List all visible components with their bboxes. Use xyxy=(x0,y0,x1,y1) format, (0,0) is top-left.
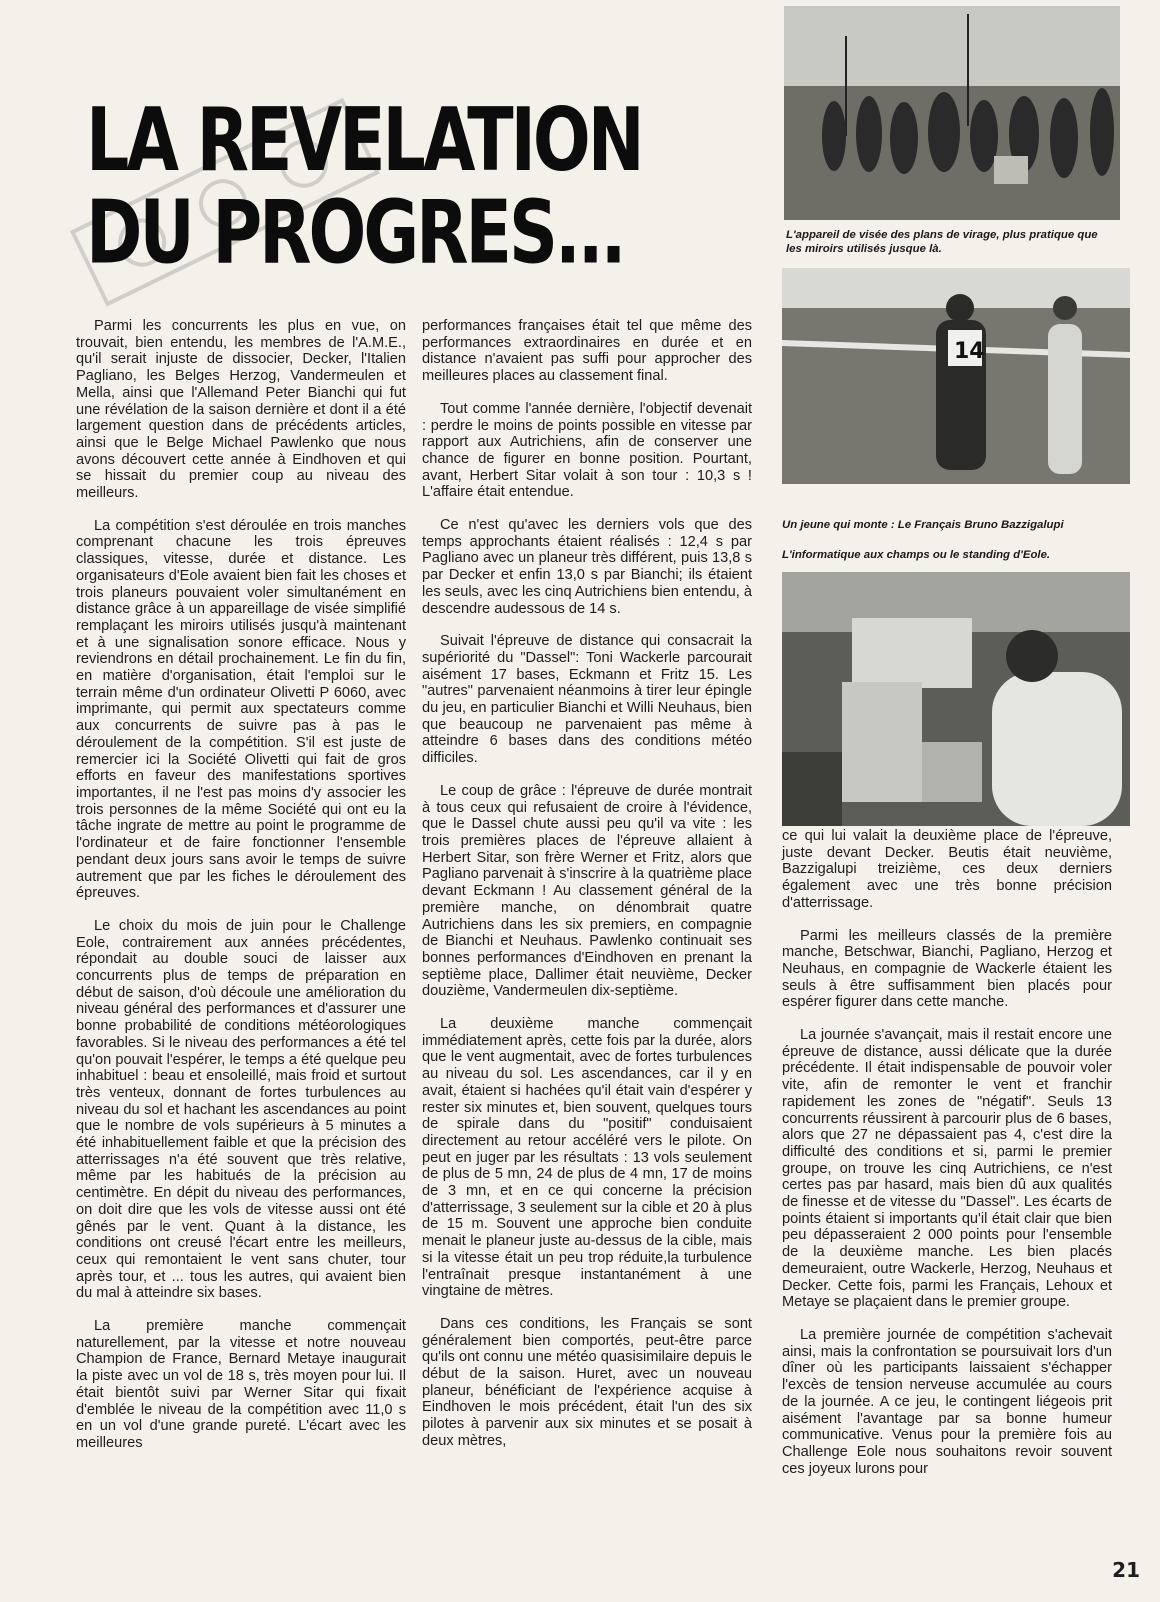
paragraph: La première journée de compétition s'achevait ainsi, mais la confrontation se poursuivait lors d'un dîner où les participants laissaient s'échapper l'excès de tension nerveuse accumulée au cours de la journée. A ce jeu, le contingent liégeois prit aisément l'avantage par sa bonne humeur communicative. Venus pour la première fois au Challenge Eole nous souhaitons revoir souvent ces joyeux lurons pour xyxy=(782,1326,1112,1477)
paragraph: Dans ces conditions, les Français se sont généralement bien comportés, peut-être parce qu'ils ont connu une météo quasisimilaire depuis le début de la saison. Huret, avec un nouveau planeur, bénéficiant de l'expérience acquise à Eindhoven le mois précédent, était l'un des six pilotes à parvenir aux six minutes et se posait à deux mètres, xyxy=(422,1315,752,1449)
paragraph: Parmi les concurrents les plus en vue, on trouvait, bien entendu, les membres de l'A.M.E., qu'il serait injuste de dissocier, Decker, l'Italien Pagliano, les Belges Herzog, Vandermeulen et Mella, ainsi que l'Allemand Peter Bianchi qui fut une révélation de la saison dernière et dont il a été largement question dans de précédents articles, ainsi que le Belge Michael Pawlenko que nous avons découvert cette année à Eindhoven et qui se hissait du premier coup au niveau des meilleurs. xyxy=(76,318,406,502)
bib-number: 14 xyxy=(954,339,985,364)
caption-photo-1: L'appareil de visée des plans de virage, plus pratique que les miroirs utilisés jusque là. xyxy=(786,229,1098,255)
paragraph: Parmi les meilleurs classés de la première manche, Betschwar, Bianchi, Pagliano, Herzog et Neuhaus, en compagnie de Wackerle étaient les seuls à être suffisamment bien placés pour espérer figurer dans cette manche. xyxy=(782,927,1112,1011)
paragraph: Le choix du mois de juin pour le Challenge Eole, contrairement aux années précédentes, répondait au double souci de laisser aux concurrents plus de temps de préparation en début de saison, d'où découle une amélioration du niveau général des performances et d'assurer une bonne probabilité de conditions météorologiques favorables. Si le niveau des performances a été tel qu'on pouvait l'espérer, le temps a été quelque peu inhabituel : beau et ensoleillé, mais froid et surtout très venteux, donnant de fortes turbulences au niveau du sol et hachant les ascendances au point que le nombre de vols supérieurs à 5 minutes a été inhabituellement faible et que la précision des atterrissages n'a été souvent que très relative, même par les habitués de la précision au centimètre. En dépit du niveau des performances, on doit dire que les vols de vitesse aussi ont été gênés par le vent. Quant à la distance, les conditions ont creusé l'écart entre les meilleurs, ceux qui remontaient le vent sans chuter, tour après tour, et ... tous les autres, qui avaient bien du mal à atteindre six bases. xyxy=(76,917,406,1302)
text-column-2 xyxy=(422,318,752,1466)
paragraph: performances françaises était tel que même des performances extraordinaires en durée et en distance n'avaient pas suffi pour approcher des meilleures places au classement final. xyxy=(422,318,752,385)
photo-sighting-device xyxy=(784,6,1120,220)
title-line-2: DU PROGRES... xyxy=(86,183,624,285)
paragraph: La première manche commençait naturellement, par la vitesse et notre nouveau Champion de France, Bernard Metaye inaugurait la piste avec un vol de 18 s, très moyen pour lui. Il était bientôt suivi par Werner Sitar qui fixait d'emblée le niveau de la compétition avec 11,0 s en un vol d'une grande pureté. L'écart avec les meilleures xyxy=(76,1318,406,1451)
article-title xyxy=(86,90,746,285)
paragraph: La journée s'avançait, mais il restait encore une épreuve de distance, aussi délicate que la durée précédente. Il était indispensable de pouvoir voler vite, afin de remonter le vent et franchir rapidement les zones de "négatif". Seuls 13 concurrents réussirent à parcourir plus de 6 bases, alors que 27 ne dépassaient pas 4, c'est dire la difficulté des conditions et si, parmi le premier groupe, on trouve les cinq Autrichiens, ce n'est certes pas par hasard, mais bien dû aux qualités de finesse et de vitesse du "Dassel". Les écarts de points étaient si importants qu'il était clair que bien peu dépasseraient 2 000 points pour l'ensemble de la deuxième manche. Les bien placés demeuraient, outre Wackerle, Herzog, Neuhaus et Decker. Cette fois, parmi les Français, Lehoux et Metaye se plaçaient dans le premier groupe. xyxy=(782,1027,1112,1311)
paragraph: Le coup de grâce : l'épreuve de durée montrait à tous ceux qui refusaient de croire à l'évidence, que le Dassel chute aussi peu qu'il va vite : les trois premières places de l'épreuve allaient à Herbert Sitar, son frère Werner et Fritz, alors que Pagliano parvenait à s'inscrire à la quatrième place devant Eckmann ! Au classement général de la première manche, on dénombrait quatre Autrichiens dans les six premiers, en compagnie de Bianchi et Neuhaus. Pawlenko continuait ses bonnes performances d'Eindhoven en prenant la septième place, Dallimer était neuvième, Decker douzième, Vandermeulen dix-septième. xyxy=(422,782,752,1000)
paragraph: La deuxième manche commençait immédiatement après, cette fois par la durée, alors que le vent augmentait, avec de fortes turbulences au niveau du sol. Les ascendances, car il y en avait, étaient si hachées qu'il était vain d'espérer y rester six minutes et, bien souvent, quelques tours de spirale dans du "positif" conduisaient directement au retour accéléré vers le pilote. On peut en juger par les résultats : 13 vols seulement de plus de 5 mn, 24 de plus de 4 mn, 17 de moins de 3 mn, et en ce qui concerne la précision d'atterrissage, 3 seulement sur la cible et 20 à plus de 15 m. Souvent une approche bien conduite menait le planeur juste au-dessus de la cible, mais si la vitesse était un peu trop réduite,la turbulence l'entraînait presque instantanément à une vingtaine de mètres. xyxy=(422,1016,752,1300)
paragraph: Tout comme l'année dernière, l'objectif devenait : perdre le moins de points possible en vitesse par rapport aux Autrichiens, afin de conserver une chance de figurer en bonne position. Pourtant, avant, Herbert Sitar volait à son tour : 10,3 s ! L'affaire était entendue. xyxy=(422,400,752,501)
paragraph: La compétition s'est déroulée en trois manches comprenant chacune les trois épreuves classiques, vitesse, durée et distance. Les organisateurs d'Eole avaient bien fait les choses et trois planeurs pouvaient voler simultanément en distance grâce à un appareillage de visée simplifié remplaçant les miroirs utilisés jusqu'à maintenant et à une signalisation sonore efficace. Nous y reviendrons en détail prochainement. Le fin du fin, en matière d'organisation, était l'emploi sur le terrain même d'un ordinateur Olivetti P 6060, avec imprimante, qui permit aux spectateurs comme aux concurrents de suivre pas à pas le déroulement de la compétition. S'il est juste de remercier ici la Société Olivetti qui fait de gros efforts en faveur des manifestations sportives importantes, il ne l'est pas moins d'y associer les trois personnes de la même Société qui ont eu la tâche ingrate de mettre au point le programme de l'ordinateur et de faire fonctionner l'ensemble pendant deux jours sans avoir le temps de suivre autrement que par les fiches le déroulement des épreuves. xyxy=(76,517,406,902)
photo-young-pilot xyxy=(782,268,1130,484)
page-number: 21 xyxy=(1112,1558,1140,1582)
text-column-1 xyxy=(76,318,406,1468)
photo-computer-field xyxy=(782,572,1130,826)
paragraph: Suivait l'épreuve de distance qui consacrait la supériorité du "Dassel": Toni Wackerle parcourait aisément 17 bases, Eckmann et Fritz 15. Les "autres" parvenaient néanmoins à tirer leur épingle du jeu, en particulier Bianchi et Willi Neuhaus, bien que beaucoup ne parvenaient pas même à atteindre 6 bases dans des conditions météo difficiles. xyxy=(422,633,752,767)
paragraph: ce qui lui valait la deuxième place de l'épreuve, juste devant Decker. Beutis était neuvième, Bazzigalupi treizième, ces deux derniers également avec une très bonne précision d'atterrissage. xyxy=(782,828,1112,911)
text-column-3 xyxy=(782,828,1112,1493)
caption-photo-3: L'informatique aux champs ou le standing d'Eole. xyxy=(782,549,1051,561)
title-line-1: LA REVELATION xyxy=(86,90,642,192)
caption-photo-2: Un jeune qui monte : Le Français Bruno Bazzigalupi xyxy=(782,519,1064,531)
paragraph: Ce n'est qu'avec les derniers vols que des temps approchants étaient réalisés : 12,4 s par Pagliano avec un planeur très différent, puis 13,8 s par Decker et enfin 13,0 s par Bianchi; ils étaient les seuls, avec les cinq Autrichiens bien entendu, à descendre audessous de 14 s. xyxy=(422,517,752,617)
